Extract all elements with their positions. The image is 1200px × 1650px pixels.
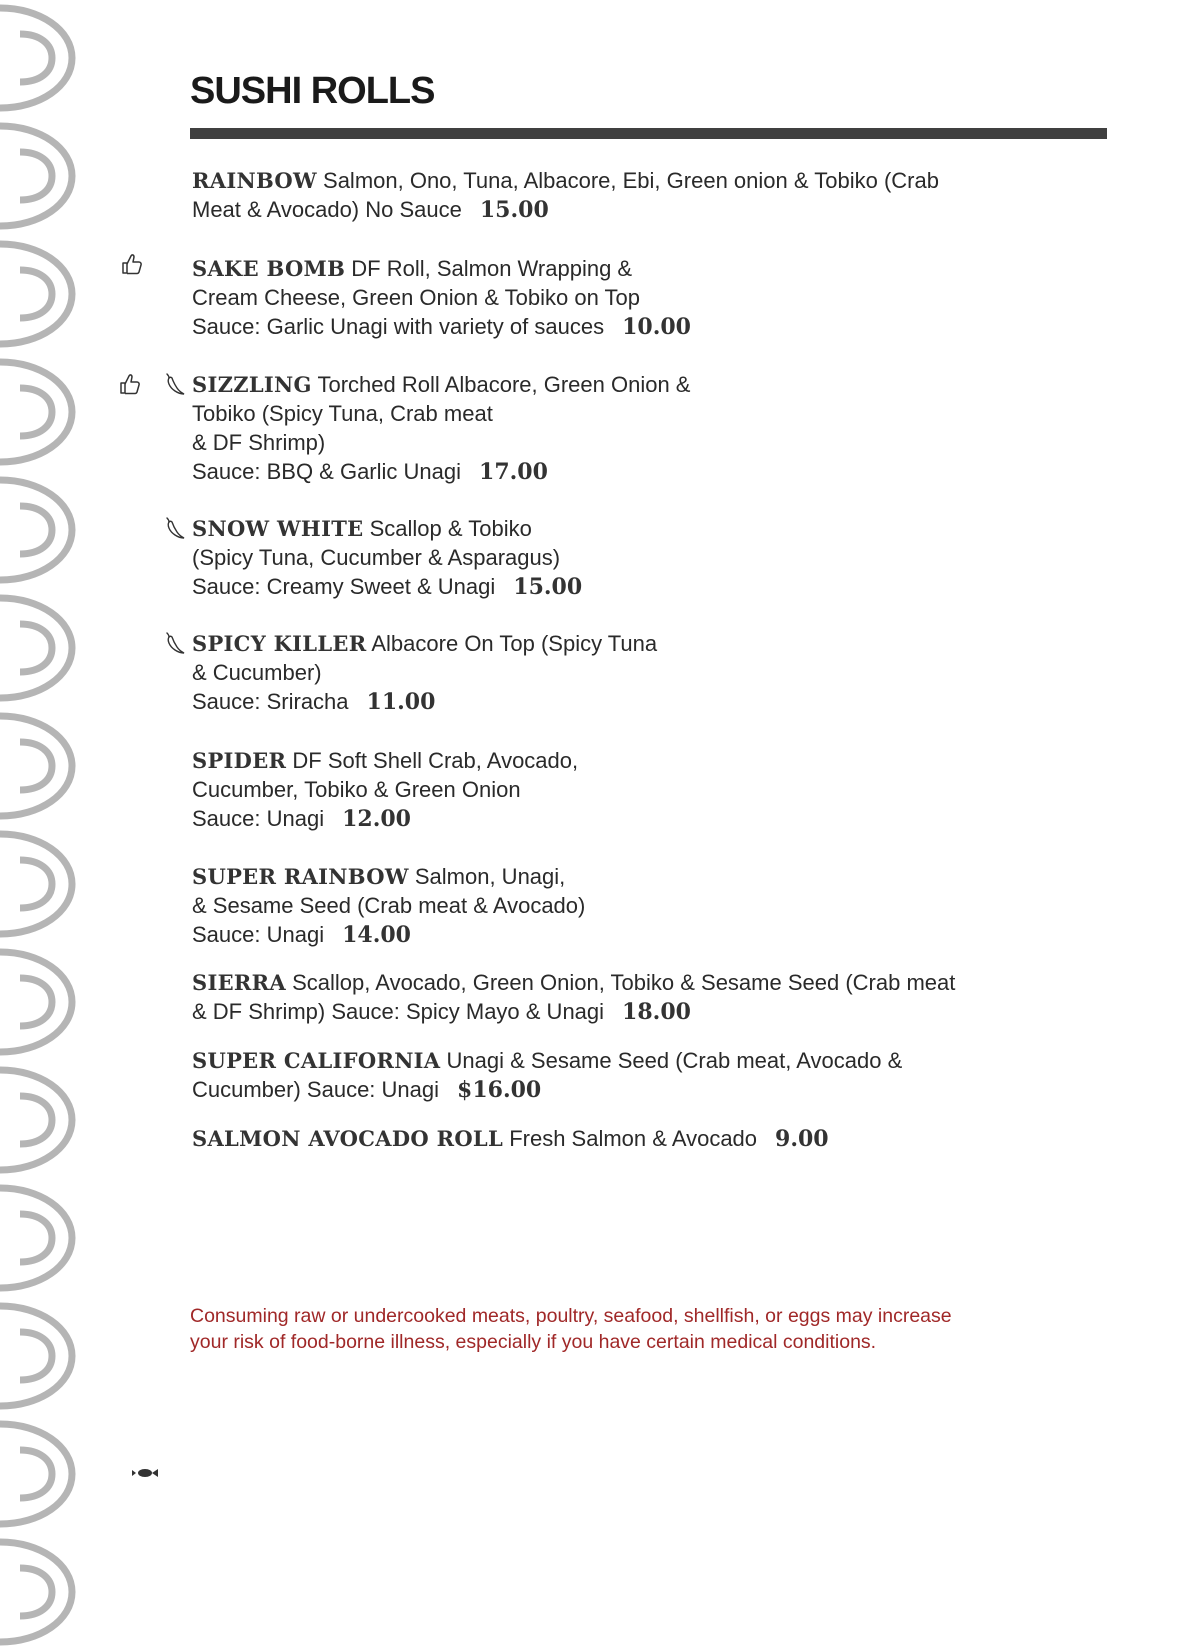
item-line: [192, 687, 657, 717]
item-name: SALMON AVOCADO ROLL: [192, 1126, 504, 1151]
item-line: [192, 891, 585, 920]
item-line: [192, 629, 657, 658]
menu-item-spider: [192, 746, 578, 834]
item-price: $16.00: [457, 1077, 542, 1103]
item-name: SUPER RAINBOW: [192, 864, 409, 889]
item-desc: Cucumber) Sauce: Unagi: [192, 1077, 440, 1102]
item-desc: Cream Cheese, Green Onion & Tobiko on Top: [192, 285, 641, 310]
item-desc: Scallop, Avocado, Green Onion, Tobiko & Sesame Seed (Crab meat: [292, 970, 956, 995]
menu-item-sizzling: [192, 370, 690, 487]
border-arc: [0, 716, 72, 816]
item-name: SPICY KILLER: [192, 631, 367, 656]
item-line: [192, 920, 585, 950]
item-line: [192, 166, 939, 195]
border-arc-inner: [20, 152, 52, 200]
item-desc: Sauce: Creamy Sweet & Unagi: [192, 574, 496, 599]
decorative-border: [0, 0, 80, 1650]
border-arc: [0, 362, 72, 462]
border-arc-inner: [20, 270, 52, 318]
item-name: RAINBOW: [192, 168, 317, 193]
border-arc-inner: [20, 1096, 52, 1144]
border-arc: [0, 1306, 72, 1406]
menu-item-super-california: [192, 1046, 902, 1105]
item-name: SNOW WHITE: [192, 516, 364, 541]
border-arc-inner: [20, 624, 52, 672]
border-arc: [0, 244, 72, 344]
item-price: 15.00: [479, 197, 549, 223]
item-line: [192, 370, 690, 399]
border-arc-inner: [20, 742, 52, 790]
item-desc: & Sesame Seed (Crab meat & Avocado): [192, 893, 586, 918]
item-desc: Cucumber, Tobiko & Green Onion: [192, 777, 521, 802]
border-arc: [0, 126, 72, 226]
border-arc: [0, 598, 72, 698]
chili-pepper-icon: [163, 515, 187, 541]
chili-pepper-icon: [163, 630, 187, 656]
item-line: [192, 862, 585, 891]
border-arc-inner: [20, 1450, 52, 1498]
item-line: [192, 254, 691, 283]
border-arc-inner: [20, 506, 52, 554]
item-line: [192, 312, 691, 342]
item-desc: & Cucumber): [192, 660, 322, 685]
menu-item-sake-bomb: [192, 254, 691, 342]
item-desc: Tobiko (Spicy Tuna, Crab meat: [192, 401, 493, 426]
item-desc: DF Soft Shell Crab, Avocado,: [292, 748, 579, 773]
border-arc: [0, 1542, 72, 1642]
menu-item-salmon-avocado-roll: [192, 1124, 829, 1154]
item-desc: Sauce: Garlic Unagi with variety of sauces: [192, 314, 605, 339]
item-desc: DF Roll, Salmon Wrapping &: [351, 256, 633, 281]
item-line: [192, 514, 582, 543]
item-price: 11.00: [366, 689, 436, 715]
item-price: 14.00: [342, 922, 411, 948]
item-price: 12.00: [342, 806, 411, 832]
border-arc-inner: [20, 34, 52, 82]
item-price: 10.00: [622, 314, 691, 340]
item-desc: Unagi & Sesame Seed (Crab meat, Avocado &: [446, 1048, 903, 1073]
item-line: [192, 775, 578, 804]
menu-item-sierra: [192, 968, 955, 1027]
item-desc: Albacore On Top (Spicy Tuna: [371, 631, 658, 656]
notice-line: your risk of food-borne illness, especially if you have certain medical conditions.: [190, 1331, 877, 1353]
item-line: [192, 428, 690, 457]
item-name: SAKE BOMB: [192, 256, 346, 281]
item-desc: Scallop & Tobiko: [369, 516, 532, 541]
notice-line: Consuming raw or undercooked meats, poultry, seafood, shellfish, or eggs may increase: [190, 1305, 952, 1327]
menu-item-rainbow: [192, 166, 939, 225]
border-arc: [0, 1424, 72, 1524]
item-desc: Fresh Salmon & Avocado: [509, 1126, 758, 1151]
border-arc-inner: [20, 1214, 52, 1262]
item-desc: Salmon, Unagi,: [414, 864, 566, 889]
item-desc: Sauce: Unagi: [192, 806, 325, 831]
border-arc: [0, 834, 72, 934]
item-line: [192, 1046, 902, 1075]
item-line: [192, 1075, 902, 1105]
item-line: [192, 457, 690, 487]
item-line: [192, 399, 690, 428]
item-price: 9.00: [775, 1126, 829, 1152]
item-line: [192, 997, 955, 1027]
item-line: [192, 746, 578, 775]
item-line: [192, 804, 578, 834]
item-line: [192, 968, 955, 997]
border-arc: [0, 1070, 72, 1170]
border-arc-inner: [20, 1332, 52, 1380]
food-safety-notice: [190, 1303, 952, 1355]
thumbs-up-icon: [120, 251, 144, 277]
border-arc-inner: [20, 860, 52, 908]
item-name: SPIDER: [192, 748, 287, 773]
border-arc-inner: [20, 388, 52, 436]
chili-pepper-icon: [163, 371, 187, 397]
item-price: 15.00: [513, 574, 583, 600]
item-name: SUPER CALIFORNIA: [192, 1048, 441, 1073]
item-line: [192, 543, 582, 572]
item-desc: & DF Shrimp): [192, 430, 326, 455]
item-desc: Sauce: Sriracha: [192, 689, 349, 714]
thumbs-up-icon: [118, 371, 142, 397]
item-line: [192, 283, 691, 312]
title-divider: [190, 128, 1107, 139]
fish-icon: [132, 1467, 160, 1479]
item-desc: Torched Roll Albacore, Green Onion &: [317, 372, 691, 397]
item-desc: & DF Shrimp) Sauce: Spicy Mayo & Unagi: [192, 999, 605, 1024]
item-desc: Sauce: Unagi: [192, 922, 325, 947]
border-arc-inner: [20, 1568, 52, 1616]
item-price: 18.00: [622, 999, 691, 1025]
item-desc: Sauce: BBQ & Garlic Unagi: [192, 459, 462, 484]
item-desc: (Spicy Tuna, Cucumber & Asparagus): [192, 545, 561, 570]
border-arc: [0, 480, 72, 580]
border-arc-inner: [20, 978, 52, 1026]
menu-item-spicy-killer: [192, 629, 657, 717]
item-line: [192, 195, 939, 225]
item-line: [192, 658, 657, 687]
item-price: 17.00: [479, 459, 548, 485]
item-line: [192, 572, 582, 602]
border-arc: [0, 952, 72, 1052]
page-title: SUSHI ROLLS: [190, 70, 435, 112]
border-arc: [0, 8, 72, 108]
menu-item-super-rainbow: [192, 862, 585, 950]
item-name: SIERRA: [192, 970, 286, 995]
border-arc: [0, 1188, 72, 1288]
item-desc: Meat & Avocado) No Sauce: [192, 197, 462, 222]
menu-item-snow-white: [192, 514, 582, 602]
item-line: [192, 1124, 829, 1154]
item-desc: Salmon, Ono, Tuna, Albacore, Ebi, Green onion & Tobiko (Crab: [323, 168, 939, 193]
item-name: SIZZLING: [192, 372, 312, 397]
